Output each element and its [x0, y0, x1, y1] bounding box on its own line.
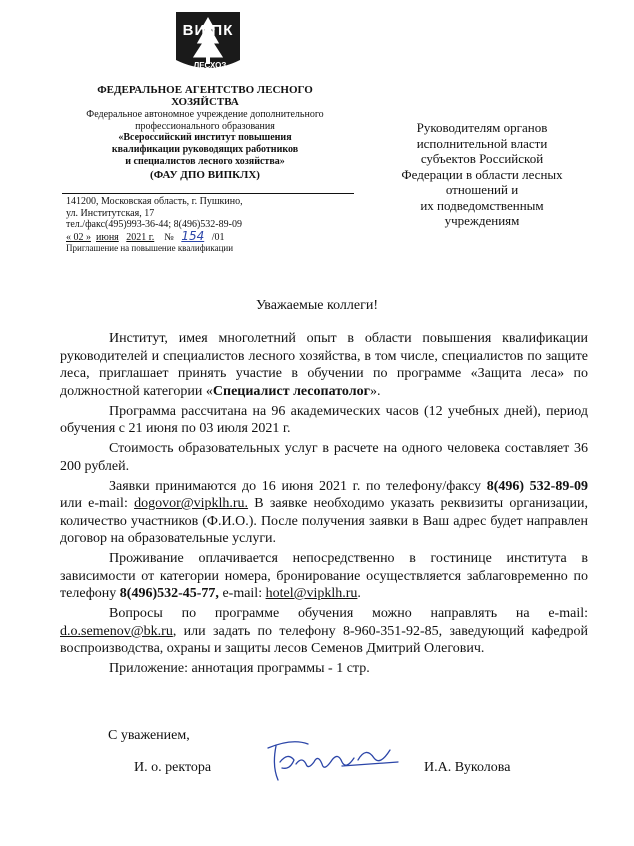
p5-text-b: e-mail: [218, 586, 266, 601]
recipient-line: Руководителям органов [416, 120, 548, 135]
date-year: 2021 г. [126, 231, 155, 243]
date-number-line [66, 228, 356, 244]
signatory-position: И. о. ректора [134, 760, 212, 775]
p5-text-c: . [357, 586, 361, 601]
paragraph-invitation [60, 330, 588, 400]
applications-phone: 8(496) 532-89-09 [486, 478, 588, 494]
paragraph-applications [60, 478, 588, 548]
document-number: 154 [181, 228, 205, 243]
institution-type-line-1: Федеральное автономное учреждение дополнительного [86, 109, 324, 120]
applications-email-link[interactable]: dogovor@vipklh.ru. [134, 496, 249, 511]
p4-text-a: Заявки принимаются до 16 июня 2021 г. по телефону/факсу [109, 478, 487, 494]
questions-email-link[interactable]: d.o.semenov@bk.ru [60, 623, 173, 639]
logo-bottom-text: ЛЕСХОЗ [193, 61, 227, 70]
number-label: № [164, 231, 174, 243]
hotel-phone: 8(496)532-45-77, [119, 586, 219, 601]
recipient-block [380, 120, 584, 229]
date-day: « 02 » [66, 231, 91, 243]
recipient-line: их подведомственным [420, 197, 544, 213]
paragraph-duration: Программа рассчитана на 96 академических часов (12 учебных дней), период обучения с 21 июня по 03 июля 2021 г. [60, 403, 588, 436]
logo-top-text: ВИ ПК [182, 22, 234, 39]
closing-regards: С уважением, [108, 728, 190, 743]
program-category: Специалист лесопатолог [212, 383, 370, 399]
recipient-line: субъектов Российской [420, 151, 544, 166]
paragraph-attachment: Приложение: аннотация программы - 1 стр. [109, 661, 370, 676]
institution-short-name: (ФАУ ДПО ВИПКЛХ) [150, 169, 260, 181]
p4-text-b: или e-mail: [60, 496, 135, 511]
signatory-name: И.А. Вуколова [424, 760, 511, 775]
paragraph-cost: Стоимость образовательных услуг в расчете на одного человека составляет 36 200 рублей. [60, 441, 588, 474]
institution-name-line-3: и специалистов лесного хозяйства» [125, 156, 285, 167]
institute-logo [170, 8, 246, 78]
p4-text-c: В заявке необходимо указать реквизиты организации, количество участников (Ф.И.О.). После получения заявки в Ваш адрес будет направлен договор на образовательные услуги. [60, 496, 588, 546]
recipient-line: Федерации в области лесных [401, 166, 563, 182]
letter-body [60, 330, 588, 680]
p1-text-b: ». [369, 383, 381, 399]
sender-header [60, 84, 350, 181]
number-suffix: /01 [211, 231, 225, 243]
address-line-2: ул. Институтская, 17 [66, 207, 155, 219]
paragraph-questions [60, 605, 588, 658]
recipient-line: отношений и [445, 182, 519, 197]
sender-address-block [66, 196, 356, 255]
p6-text-b: , или задать по телефону 8-960-351-92-85, заведующий кафедрой воспроизводства, охраны и защиты лесов Семенов Дмитрий Олегович. [60, 623, 588, 656]
paragraph-accommodation [60, 550, 588, 603]
recipient-line: учреждениям [444, 213, 520, 228]
institution-name-line-1: «Всероссийский институт повышения [118, 132, 292, 143]
subject-line: Приглашение на повышение квалификации [66, 243, 234, 253]
institution-name-line-2: квалификации руководящих работников [111, 144, 299, 155]
p5-text-a: Проживание оплачивается непосредственно в гостинице института в зависимости от категории номера, бронирование осуществляется заблаговременно по телефону [60, 551, 588, 601]
recipient-line: исполнительной власти [416, 135, 548, 151]
p6-text-a: Вопросы по программе обучения можно направлять на e-mail: [109, 606, 588, 621]
date-month: июня [96, 231, 119, 243]
institution-type-line-2: профессионального образования [135, 121, 275, 132]
header-divider [62, 193, 354, 194]
p1-text-a: Институт, имея многолетний опыт в области повышения квалификации руководителей и специалистов лесного хозяйства, в том числе, специалистов по защите леса, приглашает принять участие в обучении по программе «Защита леса» по должностной категории « [60, 331, 588, 399]
handwritten-signature [262, 736, 406, 786]
hotel-email-link[interactable]: hotel@vipklh.ru [265, 586, 358, 601]
address-line-1: 141200, Московская область, г. Пушкино, [66, 196, 243, 207]
agency-line-1: ФЕДЕРАЛЬНОЕ АГЕНТСТВО ЛЕСНОГО [97, 84, 313, 96]
salutation: Уважаемые коллеги! [255, 298, 379, 313]
phone-line: тел./факс(495)993-36-44; 8(496)532-89-09 [66, 219, 242, 230]
agency-line-2: ХОЗЯЙСТВА [171, 96, 239, 108]
